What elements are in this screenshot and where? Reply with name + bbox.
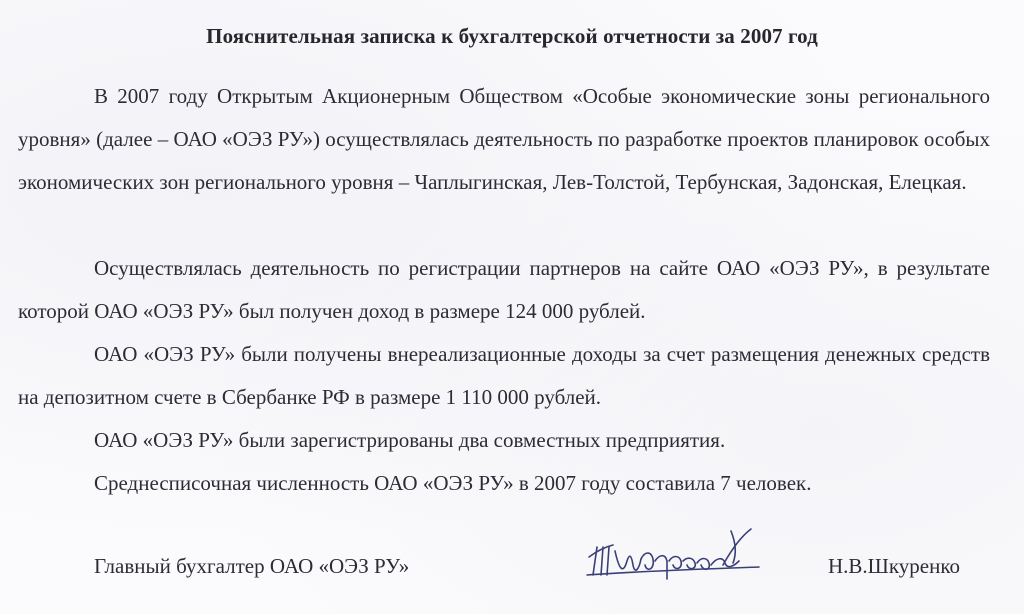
signatory-position: Главный бухгалтер ОАО «ОЭЗ РУ» (94, 554, 410, 578)
paragraph-text: ОАО «ОЭЗ РУ» были зарегистрированы два совместных предприятия. (94, 428, 726, 452)
paragraph-activities (18, 75, 990, 204)
paragraph-joint-ventures (18, 419, 990, 462)
paragraph-non-operating-income (18, 333, 990, 419)
paragraph-headcount (18, 462, 990, 505)
paragraph-text: Среднесписочная численность ОАО «ОЭЗ РУ» в 2007 году составила 7 человек. (94, 471, 812, 495)
paragraph-partner-registration (18, 247, 990, 333)
signature-line (0, 548, 1024, 588)
paragraph-text: ОАО «ОЭЗ РУ» были получены внереализационные доходы за счет размещения денежных средств на депозитном счете в Сбербанке РФ в размере 1 110 000 рублей. (18, 342, 990, 409)
paragraph-text: В 2007 году Открытым Акционерным Обществом «Особые экономические зоны регионального уровня» (далее – ОАО «ОЭЗ РУ») осуществлялась деятельность по разработке проектов планировок особых экономических зон регионального уровня – Чаплыгинская, Лев-Толстой, Тербунская, Задонская, Елецкая. (18, 84, 990, 194)
signatory-name: Н.В.Шкуренко (828, 554, 960, 578)
document-title: Пояснительная записка к бухгалтерской отчетности за 2007 год (206, 24, 818, 48)
paragraph-text: Осуществлялась деятельность по регистрации партнеров на сайте ОАО «ОЭЗ РУ», в результате которой ОАО «ОЭЗ РУ» был получен доход в размере 124 000 рублей. (18, 256, 990, 323)
